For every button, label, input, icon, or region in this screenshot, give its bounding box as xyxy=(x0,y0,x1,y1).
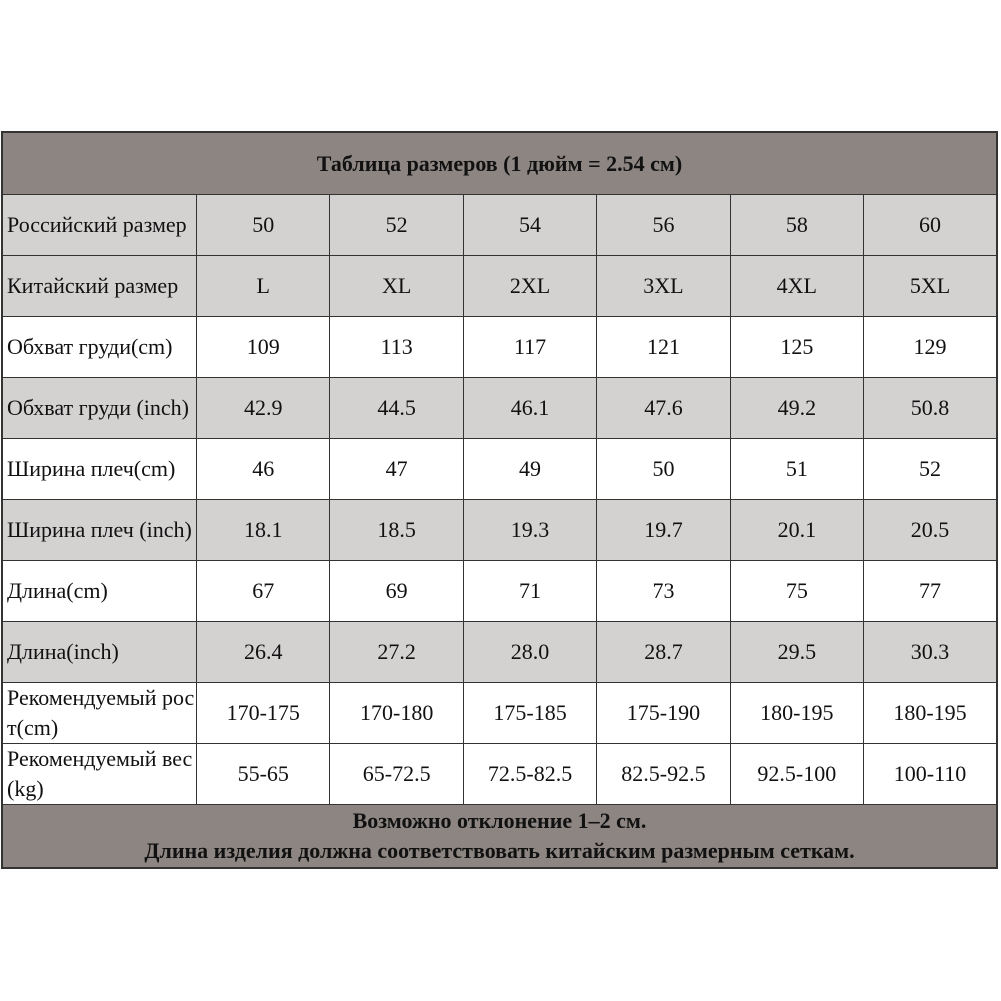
table-row xyxy=(2,622,997,683)
table-cell: 109 xyxy=(197,317,330,378)
table-cell: 52 xyxy=(864,439,997,500)
table-cell: 28.0 xyxy=(463,622,596,683)
table-cell: 69 xyxy=(330,561,463,622)
table-footer xyxy=(2,805,997,869)
table-cell: 92.5-100 xyxy=(730,744,863,805)
row-label-recommended-weight: Рекомендуемый вес (kg) xyxy=(2,744,197,805)
table-row xyxy=(2,683,997,744)
row-label-shoulder-cm: Ширина плеч(cm) xyxy=(2,439,197,500)
table-cell: 52 xyxy=(330,195,463,256)
table-cell: 19.3 xyxy=(463,500,596,561)
table-cell: 46 xyxy=(197,439,330,500)
row-label-russian-size: Российский размер xyxy=(2,195,197,256)
table-cell: 28.7 xyxy=(597,622,730,683)
table-cell: 58 xyxy=(730,195,863,256)
table-cell: 113 xyxy=(330,317,463,378)
table-cell: 47 xyxy=(330,439,463,500)
footer-row xyxy=(2,805,997,869)
table-row xyxy=(2,561,997,622)
row-label-chest-inch: Обхват груди (inch) xyxy=(2,378,197,439)
table-cell: L xyxy=(197,256,330,317)
table-cell: 42.9 xyxy=(197,378,330,439)
table-cell: 170-175 xyxy=(197,683,330,744)
table-cell: 49.2 xyxy=(730,378,863,439)
table-cell: 60 xyxy=(864,195,997,256)
table-cell: 19.7 xyxy=(597,500,730,561)
row-label-length-inch: Длина(inch) xyxy=(2,622,197,683)
table-cell: 50.8 xyxy=(864,378,997,439)
table-cell: 5XL xyxy=(864,256,997,317)
table-cell: 117 xyxy=(463,317,596,378)
table-cell: 20.1 xyxy=(730,500,863,561)
row-label-length-cm: Длина(cm) xyxy=(2,561,197,622)
table-cell: 82.5-92.5 xyxy=(597,744,730,805)
table-cell: 65-72.5 xyxy=(330,744,463,805)
table-row xyxy=(2,256,997,317)
table-cell: 44.5 xyxy=(330,378,463,439)
table-row xyxy=(2,500,997,561)
table-cell: 26.4 xyxy=(197,622,330,683)
table-cell: 67 xyxy=(197,561,330,622)
table-cell: 71 xyxy=(463,561,596,622)
table-cell: 20.5 xyxy=(864,500,997,561)
table-cell: 49 xyxy=(463,439,596,500)
row-label-recommended-height: Рекомендуемый рост(cm) xyxy=(2,683,197,744)
table-cell: 75 xyxy=(730,561,863,622)
table-cell: 27.2 xyxy=(330,622,463,683)
table-cell: 4XL xyxy=(730,256,863,317)
footer-deviation-note: Возможно отклонение 1–2 см. xyxy=(352,808,647,833)
table-cell: 121 xyxy=(597,317,730,378)
table-cell: 73 xyxy=(597,561,730,622)
title-row xyxy=(2,132,997,195)
footer-length-note: Длина изделия должна соответствовать китайским размерным сеткам. xyxy=(144,838,855,863)
row-label-chinese-size: Китайский размер xyxy=(2,256,197,317)
table-row xyxy=(2,378,997,439)
table-cell: 175-190 xyxy=(597,683,730,744)
table-cell: 125 xyxy=(730,317,863,378)
table-cell: 55-65 xyxy=(197,744,330,805)
table-cell: 18.5 xyxy=(330,500,463,561)
row-label-shoulder-inch: Ширина плеч (inch) xyxy=(2,500,197,561)
table-title: Таблица размеров (1 дюйм = 2.54 см) xyxy=(2,132,997,195)
table-cell: 18.1 xyxy=(197,500,330,561)
table-cell: 54 xyxy=(463,195,596,256)
table-cell: 129 xyxy=(864,317,997,378)
table-row xyxy=(2,439,997,500)
row-label-chest-cm: Обхват груди(cm) xyxy=(2,317,197,378)
table-row xyxy=(2,195,997,256)
table-cell: 30.3 xyxy=(864,622,997,683)
table-cell: 100-110 xyxy=(864,744,997,805)
table-cell: 56 xyxy=(597,195,730,256)
table-cell: 170-180 xyxy=(330,683,463,744)
table-cell: 47.6 xyxy=(597,378,730,439)
table-cell: 2XL xyxy=(463,256,596,317)
size-chart-table xyxy=(1,131,998,869)
table-row xyxy=(2,744,997,805)
table-cell: 50 xyxy=(597,439,730,500)
table-cell: 50 xyxy=(197,195,330,256)
table-cell: 29.5 xyxy=(730,622,863,683)
table-cell: 46.1 xyxy=(463,378,596,439)
table-cell: 180-195 xyxy=(864,683,997,744)
table-cell: 72.5-82.5 xyxy=(463,744,596,805)
table-cell: XL xyxy=(330,256,463,317)
table-cell: 77 xyxy=(864,561,997,622)
table-cell: 3XL xyxy=(597,256,730,317)
table-cell: 175-185 xyxy=(463,683,596,744)
table-row xyxy=(2,317,997,378)
table-cell: 51 xyxy=(730,439,863,500)
table-cell: 180-195 xyxy=(730,683,863,744)
